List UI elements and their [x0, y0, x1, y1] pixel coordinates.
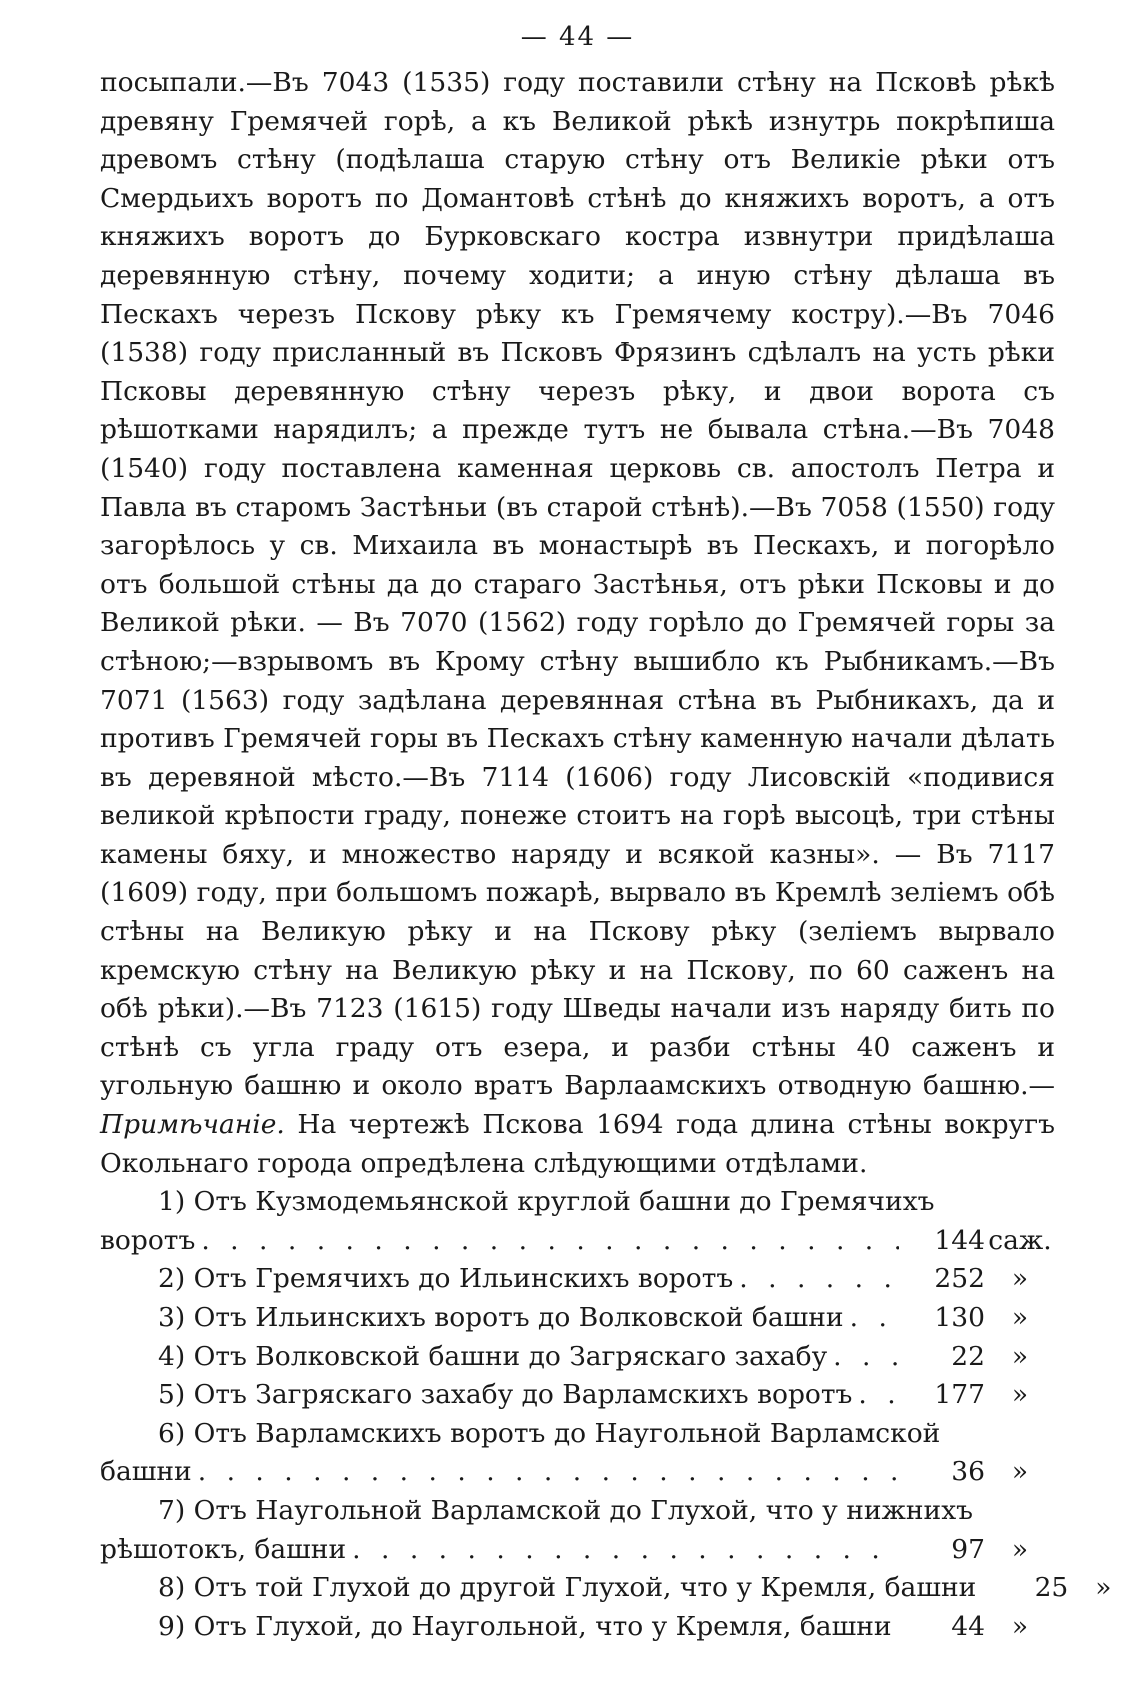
entry-quantity: 25: [1034, 1572, 1069, 1604]
entry-unit: »: [1011, 1456, 1029, 1488]
dot-leader: [858, 1376, 899, 1415]
list-item: [100, 1415, 1055, 1492]
dot-leader: [739, 1260, 899, 1299]
entry-quantity: 97: [951, 1533, 985, 1565]
entry-quantity: 130: [934, 1302, 985, 1333]
list-item: [100, 1260, 1055, 1299]
entry-number: 7): [158, 1494, 186, 1526]
entry-number: 2): [158, 1263, 186, 1295]
entry-unit: »: [1011, 1302, 1029, 1333]
document-page: [100, 22, 1112, 1646]
dot-leader: [898, 1608, 899, 1647]
note-paragraph-text: На чертежѣ Пскова 1694 года длина стѣны вокругъ Окольнаго города опредѣлена слѣдующими отдѣлами.: [100, 1109, 1055, 1179]
entry-quantity: 44: [951, 1610, 985, 1642]
entry-unit: »: [1011, 1610, 1029, 1642]
entry-text: Отъ Волковской башни до Загряскаго захабу: [193, 1340, 828, 1372]
wall-sections-list: [100, 1183, 1112, 1646]
entry-text-continued: башни: [100, 1456, 192, 1488]
dot-leader: [352, 1531, 899, 1570]
entry-text: Отъ Кузмодемьянской круглой башни до Гремячихъ: [193, 1186, 935, 1218]
dot-leader: [833, 1338, 899, 1377]
entry-text-continued: рѣшотокъ, башни: [100, 1533, 347, 1565]
entry-unit: »: [1011, 1263, 1029, 1295]
entry-text: Отъ Наугольной Варламской до Глухой, что у нижнихъ: [193, 1494, 974, 1526]
entry-number: 6): [158, 1417, 186, 1449]
entry-unit: »: [1011, 1340, 1029, 1372]
entry-unit: »: [1011, 1533, 1029, 1565]
entry-text: Отъ той Глухой до другой Глухой, что у Кремля, башни: [193, 1572, 977, 1604]
entry-text: Отъ Гремячихъ до Ильинскихъ воротъ: [193, 1263, 734, 1295]
entry-quantity: 144: [934, 1224, 985, 1256]
dot-leader: [850, 1299, 899, 1338]
entry-number: 9): [158, 1610, 186, 1642]
entry-number: 4): [158, 1340, 186, 1372]
list-item: [100, 1492, 1055, 1569]
entry-text-continued: воротъ: [100, 1224, 196, 1256]
list-item: [100, 1183, 1055, 1260]
entry-text: Отъ Загряскаго захабу до Варламскихъ воротъ: [193, 1379, 853, 1411]
entry-quantity: 177: [934, 1379, 985, 1411]
entry-number: 3): [158, 1302, 186, 1333]
entry-unit: »: [1095, 1572, 1112, 1604]
entry-number: 1): [158, 1186, 186, 1218]
entry-quantity: 36: [951, 1456, 985, 1488]
entry-quantity: 22: [951, 1340, 985, 1372]
list-item: [100, 1376, 1055, 1415]
entry-text: Отъ Варламскихъ воротъ до Наугольной Варламской: [193, 1417, 941, 1449]
entry-quantity: 252: [934, 1263, 985, 1295]
dot-leader: [201, 1222, 899, 1261]
main-paragraph-text: посыпали.—Въ 7043 (1535) году поставили стѣну на Псковѣ рѣкѣ древяну Гремячей горѣ, а къ Великой рѣкѣ изнутрь покрѣпиша древомъ стѣну (подѣлаша старую стѣну отъ Великіе рѣки отъ Смердьихъ воротъ по Домантовѣ стѣнѣ до княжихъ воротъ, а отъ княжихъ воротъ до Бурковскаго костра извнутри придѣлаша деревянную стѣну, почему ходити; а иную стѣну дѣлаша въ Пескахъ черезъ Пскову рѣку къ Гремячему костру).—Въ 7046 (1538) году присланный въ Псковъ Фрязинъ сдѣлалъ на усть рѣки Псковы деревянную стѣну черезъ рѣку, и двои ворота съ рѣшотками нарядилъ; а прежде тутъ не бывала стѣна.—Въ 7048 (1540) году поставлена каменная церковь св. апостолъ Петра и Павла въ старомъ Застѣньи (въ старой стѣнѣ).—Въ 7058 (1550) году загорѣлось у св. Михаила въ монастырѣ въ Пескахъ, и погорѣло отъ большой стѣны да до стараго Застѣнья, отъ рѣки Псковы и до Великой рѣки. — Въ 7070 (1562) году горѣло до Гремячей горы за стѣною;—взрывомъ въ Крому стѣну вышибло къ Рыбникамъ.—Въ 7071 (1563) году задѣлана деревянная стѣна въ Рыбникахъ, да и противъ Гремячей горы въ Пескахъ стѣну каменную начали дѣлать въ деревяной мѣсто.—Въ 7114 (1606) году Лисовскій «подивися великой крѣпости граду, понеже стоитъ на горѣ высоцѣ, три стѣны камены бяху, и множество наряду и всякой казны». — Въ 7117 (1609) году, при большомъ пожарѣ, вырвало въ Кремлѣ зеліемъ обѣ стѣны на Великую рѣку и на Пскову рѣку (зеліемъ вырвало кремскую стѣну на Великую рѣку и на Пскову, по 60 саженъ на обѣ рѣки).—Въ 7123 (1615) году Шведы начали изъ наряду бить по стѣнѣ съ угла граду отъ езера, и разби стѣны 40 саженъ и угольную башню и около вратъ Варлаамскихъ отводную башню.—: [100, 67, 1055, 1102]
page-number: — 44 —: [520, 22, 635, 52]
main-paragraph: [100, 64, 1055, 1183]
note-label: Примѣчаніе.: [100, 1109, 285, 1141]
entry-text: Отъ Глухой, до Наугольной, что у Кремля, башни: [193, 1610, 892, 1642]
list-item: [100, 1299, 1055, 1338]
entry-unit: саж.: [988, 1224, 1052, 1256]
list-item: [100, 1608, 1055, 1647]
list-item: [100, 1569, 1112, 1608]
dot-leader: [198, 1453, 899, 1492]
entry-number: 8): [158, 1572, 186, 1604]
entry-text: Отъ Ильинскихъ воротъ до Волковской башни: [193, 1302, 844, 1333]
entry-unit: »: [1011, 1379, 1029, 1411]
list-item: [100, 1338, 1055, 1377]
entry-number: 5): [158, 1379, 186, 1411]
